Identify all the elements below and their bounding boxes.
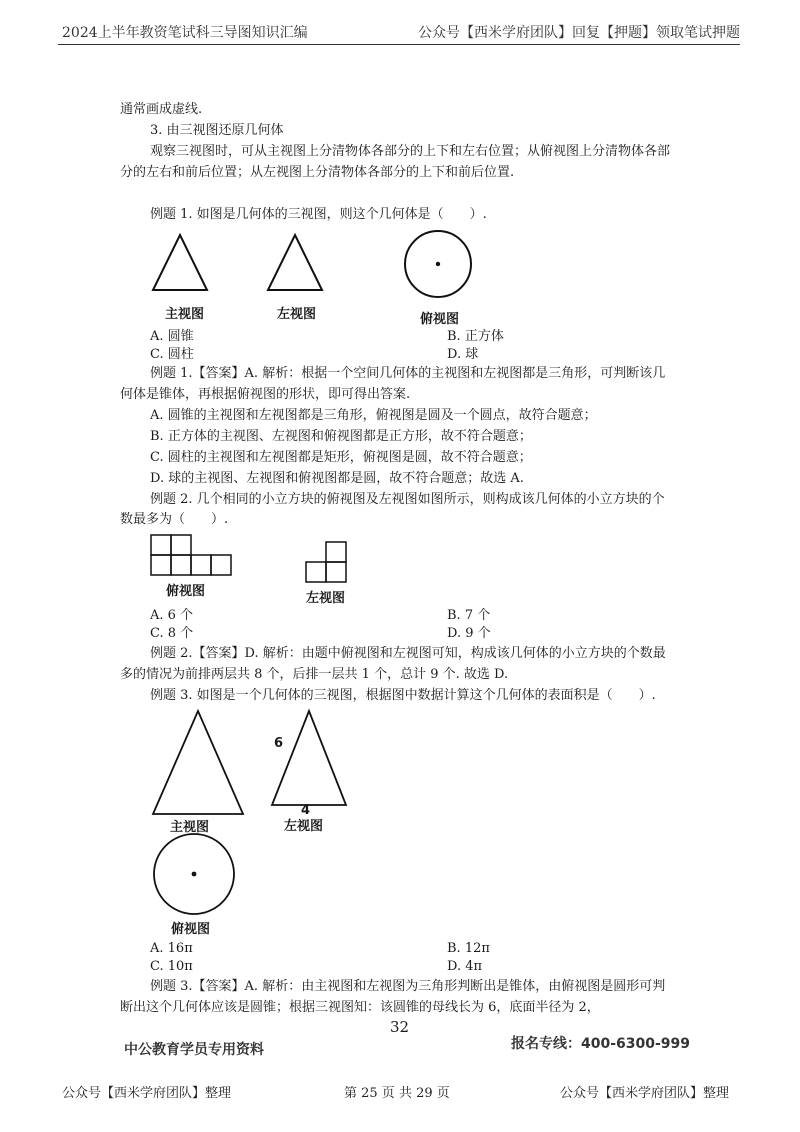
ex3-label-left: 左视图 <box>284 819 324 834</box>
footer-page-info: 第 25 页 共 29 页 <box>344 1086 450 1101</box>
header-divider <box>58 44 740 45</box>
ex2-option-c: C. 8 个 <box>150 626 194 641</box>
ex2-answer-line2: 多的情况为前排两层共 8 个，后排一层共 1 个，总计 9 个. 故选 D. <box>120 667 509 682</box>
ex2-question-line1: 例题 2. 几个相同的小立方块的俯视图及左视图如图所示，则构成该几何体的小立方块的个 <box>150 492 665 507</box>
ex3-dimension-side: 6 <box>274 736 284 751</box>
ex3-top-view-figure <box>150 832 245 922</box>
footer-left: 公众号【西米学府团队】整理 <box>62 1086 232 1101</box>
ex2-top-view-figure <box>150 534 245 579</box>
ex3-question: 例题 3. 如图是一个几何体的三视图，根据图中数据计算这个几何体的表面积是（ ）. <box>150 688 656 703</box>
ex3-dimension-base: 4 <box>301 803 311 818</box>
ex1-question: 例题 1. 如图是几何体的三视图，则这个几何体是（ ）. <box>150 207 487 222</box>
ex1-answer-line1: 例题 1.【答案】A. 解析：根据一个空间几何体的主视图和左视图都是三角形，可判断该几 <box>150 366 666 381</box>
intro-paragraph-line1: 观察三视图时，可从主视图上分清物体各部分的上下和左右位置；从俯视图上分清物体各部 <box>150 144 671 159</box>
ex3-label-front: 主视图 <box>170 820 210 835</box>
page-number: 32 <box>390 1018 410 1036</box>
ex2-label-top: 俯视图 <box>166 584 206 599</box>
intro-line: 通常画成虚线. <box>120 102 203 117</box>
header-left: 2024上半年教资笔试科三导图知识汇编 <box>62 25 308 41</box>
ex1-explanation-c: C. 圆柱的主视图和左视图都是矩形，俯视图是圆，故不符合题意； <box>150 450 532 465</box>
ex1-explanation-a: A. 圆锥的主视图和左视图都是三角形，俯视图是圆及一个圆点，故符合题意； <box>150 408 597 423</box>
ex1-answer-line2: 何体是锥体，再根据俯视图的形状，即可得出答案. <box>120 387 411 402</box>
ex1-explanation-d: D. 球的主视图、左视图和俯视图都是圆，故不符合题意；故选 A. <box>150 471 524 486</box>
footer-right: 公众号【西米学府团队】整理 <box>560 1086 730 1101</box>
ex1-top-view-figure <box>402 230 482 305</box>
ex1-label-left: 左视图 <box>277 307 317 322</box>
ex1-label-top: 俯视图 <box>420 312 460 327</box>
ex3-option-d: D. 4π <box>447 959 483 974</box>
ex2-option-d: D. 9 个 <box>447 626 491 641</box>
ex1-option-b: B. 正方体 <box>447 329 504 344</box>
ex2-option-a: A. 6 个 <box>150 608 194 623</box>
ex1-left-view-figure <box>262 232 352 302</box>
ex1-front-view-figure <box>150 232 240 302</box>
ex2-option-b: B. 7 个 <box>447 608 491 623</box>
ex1-explanation-b: B. 正方体的主视图、左视图和俯视图都是正方形，故不符合题意； <box>150 429 532 444</box>
ex3-front-view-figure <box>150 708 250 818</box>
ex2-answer-line1: 例题 2.【答案】D. 解析：由题中俯视图和左视图可知，构成该几何体的小立方块的个数最 <box>150 646 666 661</box>
ex3-label-top: 俯视图 <box>171 922 211 937</box>
ex3-answer-line1: 例题 3.【答案】A. 解析：由主视图和左视图为三角形判断出是锥体，由俯视图是圆形可判 <box>150 979 666 994</box>
header-right: 公众号【西米学府团队】回复【押题】领取笔试押题 <box>418 25 740 41</box>
ex3-left-view-figure <box>268 708 358 808</box>
ex3-answer-line2: 断出这个几何体应该是圆锥；根据三视图知：该圆锥的母线长为 6，底面半径为 2， <box>120 1000 600 1015</box>
section-heading: 3. 由三视图还原几何体 <box>150 123 284 138</box>
intro-paragraph-line2: 分的左右和前后位置；从左视图上分清物体各部分的上下和前后位置. <box>120 165 515 180</box>
ex2-question-line2: 数最多为（ ）. <box>120 512 229 527</box>
ex1-label-front: 主视图 <box>165 307 205 322</box>
ex1-option-d: D. 球 <box>447 347 479 362</box>
ex3-option-b: B. 12π <box>447 941 490 956</box>
ex3-option-a: A. 16π <box>150 941 193 956</box>
ex2-label-left: 左视图 <box>306 591 346 606</box>
ex2-left-view-figure <box>304 541 354 586</box>
ex1-option-a: A. 圆锥 <box>150 329 194 344</box>
brand-left-text: 中公教育学员专用资料 <box>124 1042 264 1058</box>
ex1-option-c: C. 圆柱 <box>150 347 194 362</box>
ex3-option-c: C. 10π <box>150 959 193 974</box>
brand-right-text: 报名专线：400-6300-999 <box>511 1036 691 1052</box>
